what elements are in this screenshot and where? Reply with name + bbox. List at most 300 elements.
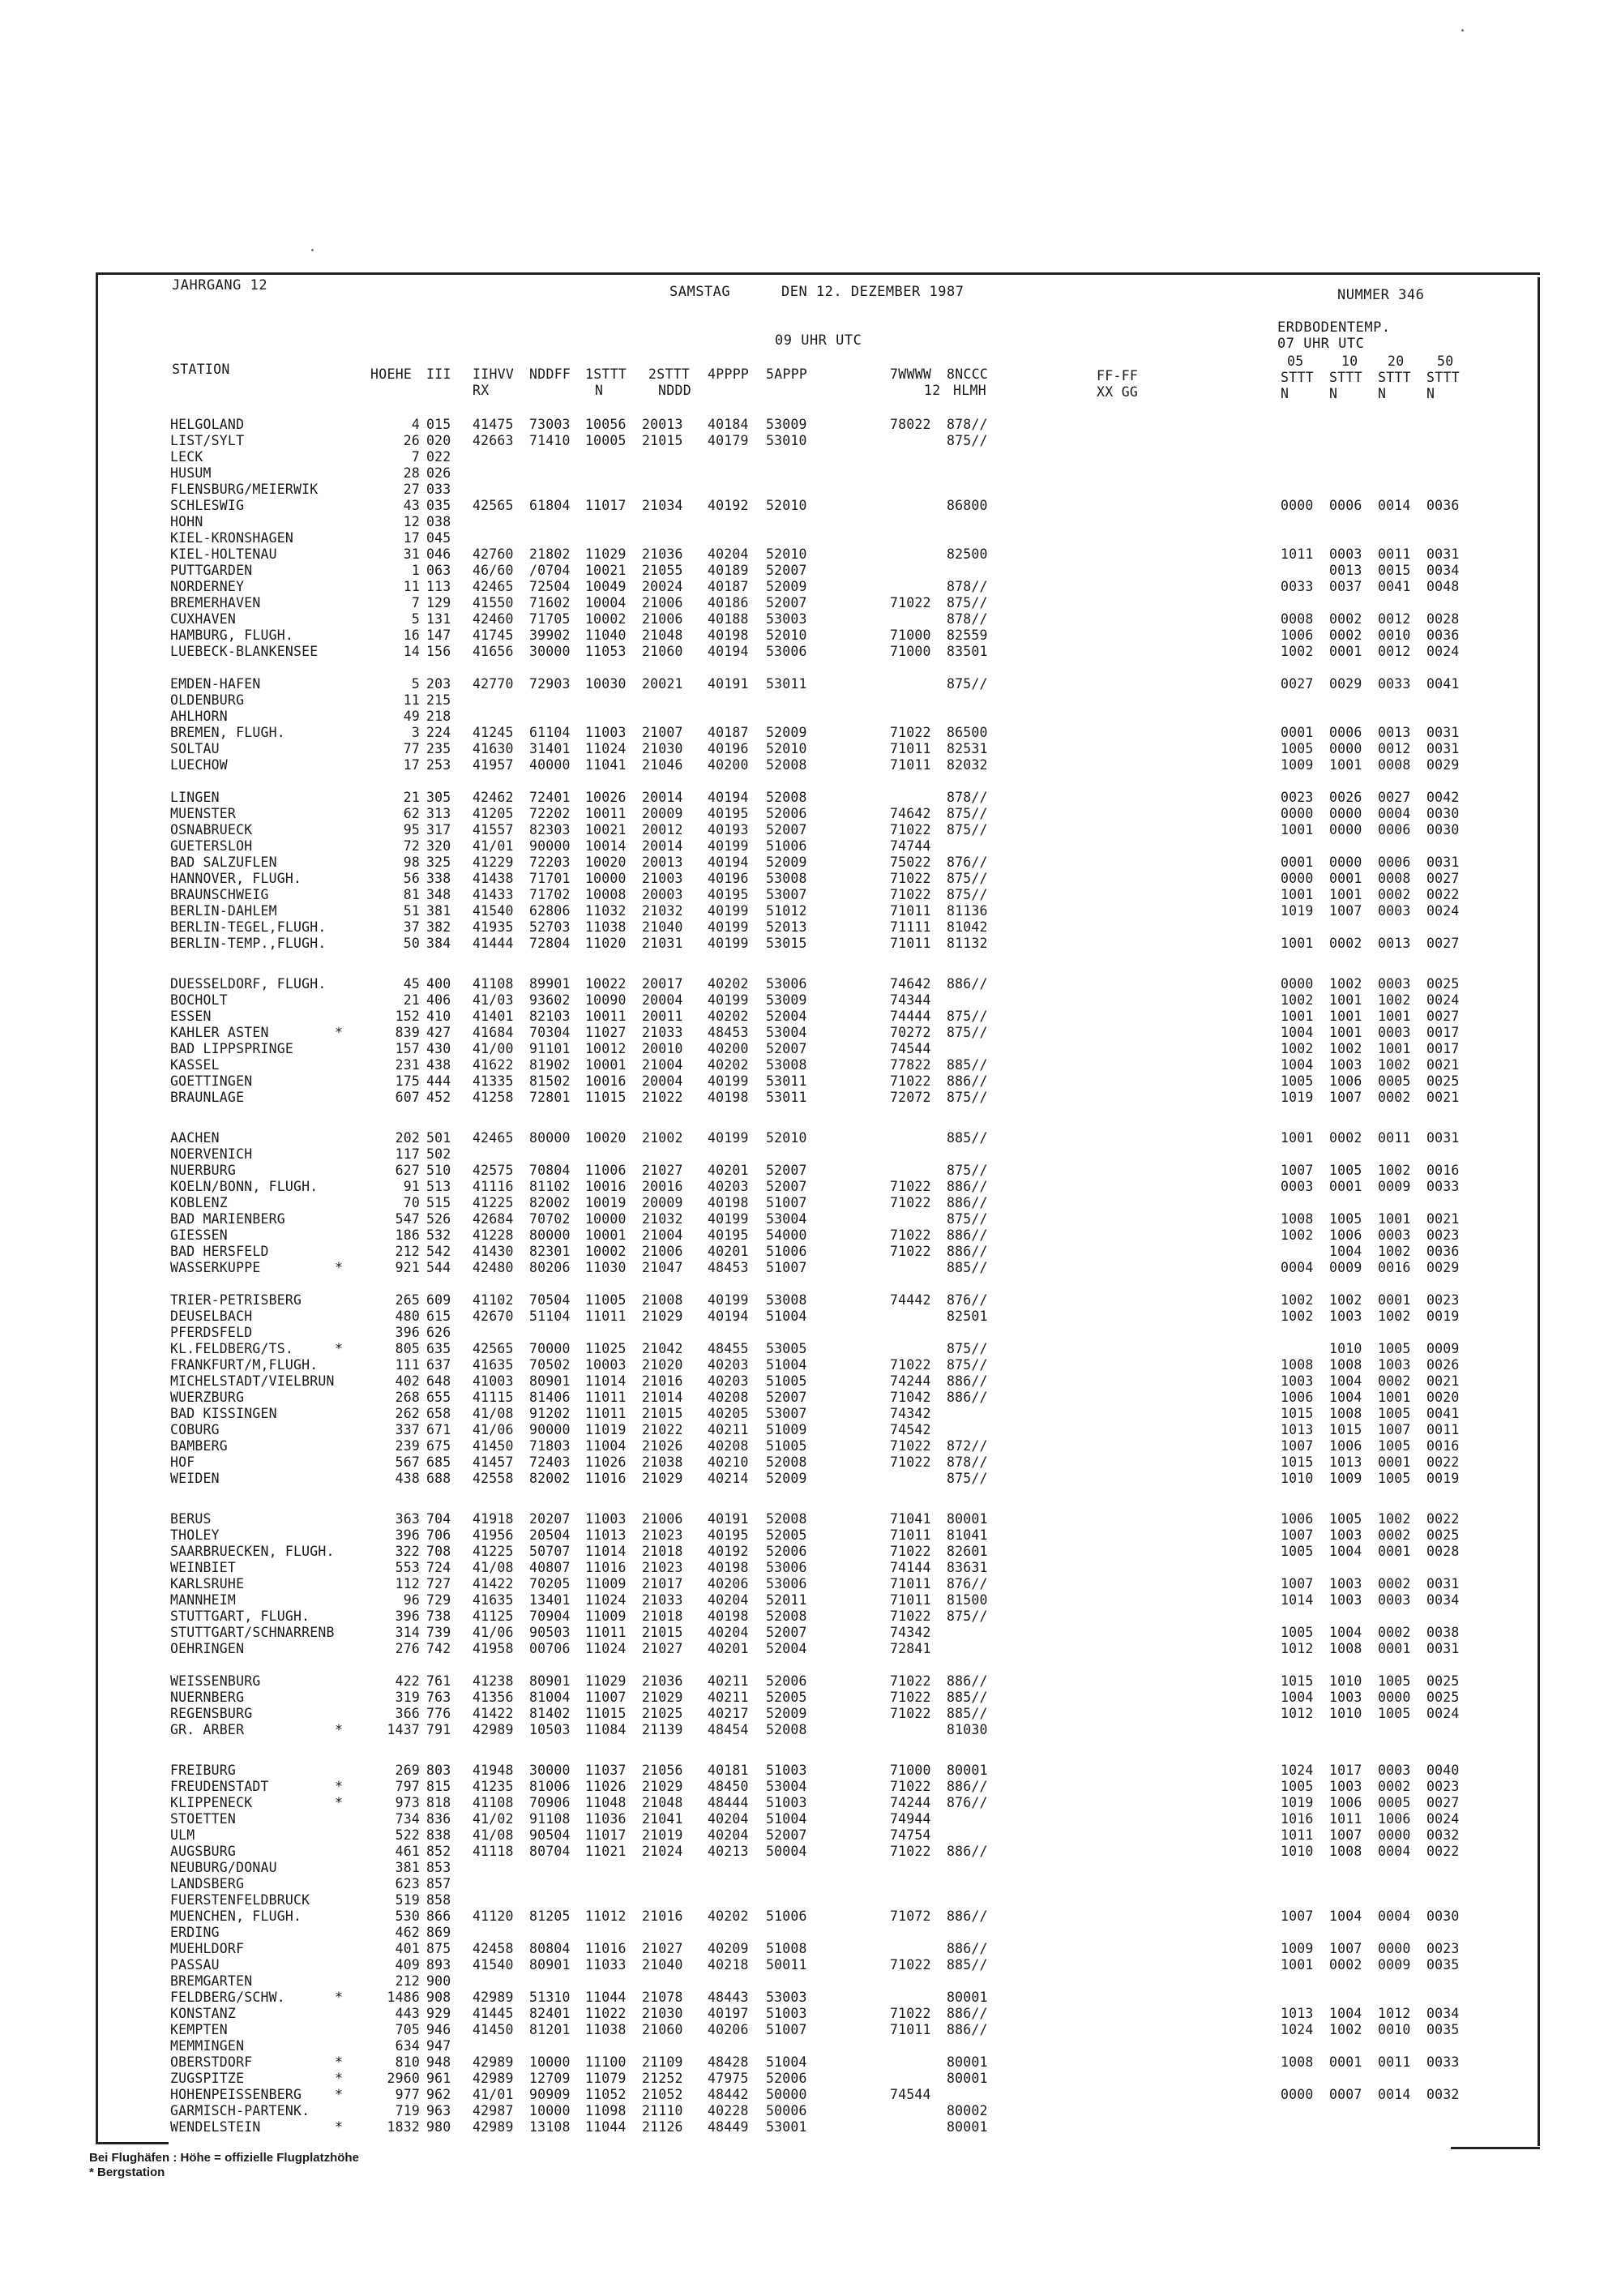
station-height: 62 [403, 806, 420, 821]
obs-group: 20504 [529, 1527, 571, 1543]
table-row [0, 871, 1621, 887]
station-height: 839 [395, 1025, 420, 1040]
cloud-group: 886// [947, 1779, 988, 1794]
soil-temp-value: 0000 [1378, 1690, 1411, 1705]
cloud-group: 886// [947, 1908, 988, 1924]
soil-temp-value: 1019 [1281, 903, 1314, 919]
soil-temp-time: 07 UHR UTC [1277, 336, 1365, 352]
station-index: 962 [426, 2087, 451, 2102]
soil-stt-05: STTT [1281, 370, 1314, 385]
obs-group: 41225 [473, 1195, 514, 1210]
obs-group: 70502 [529, 1357, 571, 1373]
station-name: NUERBURG [170, 1163, 237, 1178]
soil-temp-value: 0009 [1329, 1260, 1362, 1275]
obs-group: 21032 [642, 1211, 683, 1227]
soil-temp-value: 0031 [1426, 741, 1460, 756]
table-row [0, 417, 1621, 433]
obs-group: 52009 [766, 1471, 807, 1486]
table-row [0, 676, 1621, 692]
obs-group: 40194 [708, 790, 749, 805]
obs-group: 40198 [708, 1090, 749, 1105]
obs-group: 52008 [766, 1608, 807, 1624]
obs-group: 21110 [642, 2103, 683, 2118]
obs-group: 10016 [585, 1179, 627, 1194]
soil-temp-value: 1006 [1281, 628, 1314, 643]
table-row [0, 1527, 1621, 1544]
station-index: 815 [426, 1779, 451, 1794]
obs-group: 41656 [473, 644, 514, 659]
station-height: 337 [395, 1422, 420, 1437]
soil-temp-value: 0023 [1426, 1227, 1460, 1243]
soil-temp-value: 1001 [1281, 1957, 1314, 1973]
weather-group: 71022 [890, 1608, 931, 1624]
obs-group: 40189 [708, 563, 749, 578]
obs-group: 20013 [642, 855, 683, 870]
mountain-station-marker: * [335, 1341, 344, 1356]
weather-group: 74544 [890, 2087, 931, 2102]
station-name: FLENSBURG/MEIERWIK [170, 482, 319, 497]
obs-group: 41/00 [473, 1041, 514, 1056]
soil-temp-value: 0010 [1378, 628, 1411, 643]
soil-temp-value: 1008 [1329, 1406, 1362, 1421]
obs-group: 11098 [585, 2103, 627, 2118]
obs-group: 50707 [529, 1544, 571, 1559]
station-index: 946 [426, 2022, 451, 2037]
obs-group: 48449 [708, 2119, 749, 2135]
obs-group: 53011 [766, 1073, 807, 1089]
cloud-group: 886// [947, 1390, 988, 1405]
station-index: 738 [426, 1608, 451, 1624]
station-index: 046 [426, 546, 451, 562]
soil-temp-value: 0026 [1329, 790, 1362, 805]
obs-group: 20014 [642, 838, 683, 854]
soil-temp-value: 1006 [1329, 1073, 1362, 1089]
station-index: 348 [426, 887, 451, 902]
table-row [0, 1390, 1621, 1406]
cloud-group: 82531 [947, 741, 988, 756]
obs-group: 21004 [642, 1227, 683, 1243]
table-row [0, 1163, 1621, 1179]
table-row [0, 1779, 1621, 1795]
obs-group: 52005 [766, 1527, 807, 1543]
obs-group: 11022 [585, 2006, 627, 2021]
table-row [0, 2054, 1621, 2071]
obs-group: 11015 [585, 1706, 627, 1721]
obs-group: 40194 [708, 644, 749, 659]
obs-group: 11012 [585, 1908, 627, 1924]
soil-temp-value: 0034 [1426, 2006, 1460, 2021]
obs-group: 42684 [473, 1211, 514, 1227]
soil-temp-value: 0022 [1426, 1511, 1460, 1527]
soil-temp-value: 1006 [1378, 1811, 1411, 1827]
station-index: 444 [426, 1073, 451, 1089]
obs-group: 80804 [529, 1941, 571, 1956]
soil-temp-value: 1004 [1329, 1544, 1362, 1559]
obs-group: 11037 [585, 1763, 627, 1778]
table-row [0, 628, 1621, 644]
soil-temp-value: 0016 [1426, 1438, 1460, 1454]
station-height: 81 [403, 887, 420, 902]
obs-group: 41475 [473, 417, 514, 432]
soil-temp-value: 1010 [1281, 1471, 1314, 1486]
station-height: 461 [395, 1844, 420, 1859]
col-8nccc: 8NCCC [947, 366, 989, 382]
cloud-group: 81132 [947, 936, 988, 951]
weather-group: 72841 [890, 1641, 931, 1656]
soil-temp-value: 0031 [1426, 1576, 1460, 1591]
table-row [0, 1576, 1621, 1592]
obs-group: 73003 [529, 417, 571, 432]
soil-temp-value: 0012 [1378, 644, 1411, 659]
obs-group: 21020 [642, 1357, 683, 1373]
weather-group: 74244 [890, 1795, 931, 1810]
soil-temp-value: 0028 [1426, 1544, 1460, 1559]
weather-group: 71022 [890, 1690, 931, 1705]
obs-group: 47975 [708, 2071, 749, 2086]
station-height: 810 [395, 2054, 420, 2070]
station-name: BERLIN-DAHLEM [170, 903, 277, 919]
cloud-group: 80001 [947, 1511, 988, 1527]
weather-group: 71041 [890, 1511, 931, 1527]
soil-temp-value: 0009 [1378, 1957, 1411, 1973]
obs-group: 21022 [642, 1090, 683, 1105]
soil-temp-value: 0016 [1426, 1163, 1460, 1178]
station-height: 607 [395, 1090, 420, 1105]
obs-group: 11011 [585, 1625, 627, 1640]
station-index: 129 [426, 595, 451, 610]
soil-temp-value: 0003 [1378, 1227, 1411, 1243]
obs-group: 53004 [766, 1211, 807, 1227]
obs-group: 21052 [642, 2087, 683, 2102]
station-name: BAD HERSFELD [170, 1244, 269, 1259]
weather-group: 71022 [890, 871, 931, 886]
station-name: KIEL-HOLTENAU [170, 546, 277, 562]
soil-temp-value: 1006 [1329, 1227, 1362, 1243]
station-height: 77 [403, 741, 420, 756]
col-8nccc-sub: HLMH [953, 383, 986, 398]
station-height: 17 [403, 530, 420, 546]
station-name: NUERNBERG [170, 1690, 245, 1705]
obs-group: 52007 [766, 822, 807, 837]
cloud-group: 875// [947, 1163, 988, 1178]
weather-group: 71022 [890, 1179, 931, 1194]
station-name: OSNABRUECK [170, 822, 253, 837]
col-2sttt-sub: NDDD [658, 383, 691, 398]
obs-group: 52007 [766, 1163, 807, 1178]
station-index: 156 [426, 644, 451, 659]
station-index: 635 [426, 1341, 451, 1356]
cloud-group: 886// [947, 1227, 988, 1243]
table-row [0, 1511, 1621, 1527]
station-index: 858 [426, 1892, 451, 1908]
soil-temp-value: 1005 [1281, 741, 1314, 756]
station-index: 513 [426, 1179, 451, 1194]
station-name: KONSTANZ [170, 2006, 237, 2021]
col-7wwww-sub: 12 [924, 383, 941, 398]
obs-group: 52004 [766, 1009, 807, 1024]
soil-temp-value: 0004 [1378, 1844, 1411, 1859]
mountain-station-marker: * [335, 1779, 344, 1794]
station-height: 96 [403, 1592, 420, 1608]
obs-group: 52009 [766, 1706, 807, 1721]
obs-group: 41258 [473, 1090, 514, 1105]
table-row [0, 1130, 1621, 1146]
station-height: 276 [395, 1641, 420, 1656]
cloud-group: 81030 [947, 1722, 988, 1737]
soil-temp-value: 0025 [1426, 1673, 1460, 1689]
station-name: FREUDENSTADT [170, 1779, 269, 1794]
soil-temp-value: 0026 [1426, 1357, 1460, 1373]
soil-temp-value: 0000 [1378, 1941, 1411, 1956]
soil-n-50: N [1426, 386, 1435, 401]
obs-group: 81006 [529, 1779, 571, 1794]
soil-temp-value: 0000 [1329, 741, 1362, 756]
weather-group: 71011 [890, 741, 931, 756]
mountain-station-marker: * [335, 2119, 344, 2135]
obs-group: 81004 [529, 1690, 571, 1705]
soil-temp-value: 1009 [1281, 1941, 1314, 1956]
station-height: 7 [411, 449, 420, 465]
station-name: COBURG [170, 1422, 220, 1437]
obs-group: 53003 [766, 1990, 807, 2005]
weather-group: 74642 [890, 806, 931, 821]
obs-group: 21038 [642, 1454, 683, 1470]
station-index: 035 [426, 498, 451, 513]
obs-group: 52004 [766, 1641, 807, 1656]
soil-temp-value: 0024 [1426, 1706, 1460, 1721]
obs-group: 53008 [766, 1292, 807, 1308]
table-row [0, 976, 1621, 992]
station-name: GIESSEN [170, 1227, 228, 1243]
obs-group: 11038 [585, 2022, 627, 2037]
obs-group: 41/02 [473, 1811, 514, 1827]
obs-group: 21007 [642, 725, 683, 740]
obs-group: 21023 [642, 1560, 683, 1575]
station-height: 2960 [387, 2071, 420, 2086]
obs-group: 51004 [766, 1811, 807, 1827]
cloud-group: 82032 [947, 757, 988, 773]
soil-temp-value: 0038 [1426, 1625, 1460, 1640]
cloud-group: 82500 [947, 546, 988, 562]
weather-group: 77822 [890, 1057, 931, 1073]
soil-temp-value: 1012 [1378, 2006, 1411, 2021]
obs-group: 40195 [708, 887, 749, 902]
station-name: BAD SALZUFLEN [170, 855, 277, 870]
obs-group: 48455 [708, 1341, 749, 1356]
obs-group: 10005 [585, 433, 627, 448]
soil-temp-value: 0022 [1426, 1454, 1460, 1470]
station-index: 427 [426, 1025, 451, 1040]
station-name: WUERZBURG [170, 1390, 245, 1405]
obs-group: 10021 [585, 563, 627, 578]
soil-temp-value: 1009 [1329, 1471, 1362, 1486]
obs-group: 21030 [642, 741, 683, 756]
weather-group: 71000 [890, 1763, 931, 1778]
obs-group: 10008 [585, 887, 627, 902]
station-name: LECK [170, 449, 203, 465]
soil-temp-value: 0008 [1378, 871, 1411, 886]
soil-temp-value: 1005 [1329, 1211, 1362, 1227]
soil-temp-value: 0034 [1426, 563, 1460, 578]
station-name: LUECHOW [170, 757, 228, 773]
soil-temp-value: 0048 [1426, 579, 1460, 594]
station-index: 875 [426, 1941, 451, 1956]
station-name: BREMEN, FLUGH. [170, 725, 285, 740]
table-row [0, 1260, 1621, 1276]
obs-group: 10503 [529, 1722, 571, 1737]
station-name: KL.FELDBERG/TS. [170, 1341, 294, 1356]
cloud-group: 886// [947, 2022, 988, 2037]
soil-temp-value: 1005 [1378, 1341, 1411, 1356]
obs-group: 41433 [473, 887, 514, 902]
obs-group: 21060 [642, 2022, 683, 2037]
cloud-group: 876// [947, 1795, 988, 1810]
obs-group: 40000 [529, 757, 571, 773]
obs-group: 90909 [529, 2087, 571, 2102]
obs-group: 40217 [708, 1706, 749, 1721]
obs-group: 40192 [708, 498, 749, 513]
soil-temp-value: 1015 [1281, 1673, 1314, 1689]
obs-group: 10001 [585, 1227, 627, 1243]
station-height: 438 [395, 1471, 420, 1486]
soil-temp-value: 1011 [1329, 1811, 1362, 1827]
station-name: HOF [170, 1454, 195, 1470]
obs-group: 41/08 [473, 1560, 514, 1575]
obs-group: 11016 [585, 1941, 627, 1956]
obs-group: 41118 [473, 1844, 514, 1859]
cloud-group: 80001 [947, 1990, 988, 2005]
table-row [0, 1179, 1621, 1195]
obs-group: 48443 [708, 1990, 749, 2005]
station-index: 963 [426, 2103, 451, 2118]
weekday-label: SAMSTAG [669, 284, 731, 300]
table-row [0, 1373, 1621, 1390]
cloud-group: 885// [947, 1130, 988, 1146]
soil-temp-value: 1001 [1329, 887, 1362, 902]
mountain-station-marker: * [335, 2071, 344, 2086]
obs-group: 40187 [708, 579, 749, 594]
obs-group: 51006 [766, 1244, 807, 1259]
station-height: 381 [395, 1860, 420, 1875]
obs-group: 21036 [642, 546, 683, 562]
obs-group: 71705 [529, 611, 571, 627]
soil-temp-value: 0024 [1426, 903, 1460, 919]
soil-temp-value: 1002 [1378, 1163, 1411, 1178]
obs-group: 40199 [708, 1292, 749, 1308]
weather-group: 71011 [890, 1592, 931, 1608]
station-index: 320 [426, 838, 451, 854]
station-name: BRAUNSCHWEIG [170, 887, 269, 902]
obs-group: 52008 [766, 1454, 807, 1470]
obs-group: 89901 [529, 976, 571, 992]
station-height: 186 [395, 1227, 420, 1243]
station-index: 381 [426, 903, 451, 919]
station-height: 363 [395, 1511, 420, 1527]
station-name: MEMMINGEN [170, 2038, 245, 2054]
obs-group: 90000 [529, 1422, 571, 1437]
obs-group: 80901 [529, 1957, 571, 1973]
obs-group: 52006 [766, 1673, 807, 1689]
table-row [0, 498, 1621, 514]
obs-group: 41/06 [473, 1625, 514, 1640]
obs-group: 40198 [708, 1195, 749, 1210]
obs-group: 21014 [642, 1390, 683, 1405]
station-name: OEHRINGEN [170, 1641, 245, 1656]
obs-group: 41401 [473, 1009, 514, 1024]
obs-group: 52703 [529, 919, 571, 935]
obs-group: 53003 [766, 611, 807, 627]
station-index: 869 [426, 1925, 451, 1940]
station-name: LINGEN [170, 790, 220, 805]
obs-group: 11024 [585, 1641, 627, 1656]
soil-temp-value: 1002 [1329, 976, 1362, 992]
station-height: 231 [395, 1057, 420, 1073]
soil-temp-value: 0003 [1281, 1179, 1314, 1194]
obs-group: 20014 [642, 790, 683, 805]
soil-temp-value: 0036 [1426, 498, 1460, 513]
obs-group: 81102 [529, 1179, 571, 1194]
station-index: 502 [426, 1146, 451, 1162]
obs-group: 52010 [766, 741, 807, 756]
table-row [0, 1325, 1621, 1341]
obs-group: 21015 [642, 1406, 683, 1421]
obs-group: 21078 [642, 1990, 683, 2005]
station-height: 462 [395, 1925, 420, 1940]
obs-group: 42987 [473, 2103, 514, 2118]
obs-group: 42770 [473, 676, 514, 692]
obs-group: 41438 [473, 871, 514, 886]
cloud-group: 875// [947, 1025, 988, 1040]
obs-group: 21033 [642, 1025, 683, 1040]
station-name: FUERSTENFELDBRUCK [170, 1892, 310, 1908]
table-row [0, 433, 1621, 449]
obs-group: 72403 [529, 1454, 571, 1470]
soil-temp-value: 1008 [1281, 1211, 1314, 1227]
obs-group: 41/03 [473, 992, 514, 1008]
obs-group: 40208 [708, 1438, 749, 1454]
station-height: 705 [395, 2022, 420, 2037]
station-index: 063 [426, 563, 451, 578]
weather-group: 74244 [890, 1373, 931, 1389]
station-height: 265 [395, 1292, 420, 1308]
soil-temp-value: 1007 [1281, 1908, 1314, 1924]
soil-temp-value: 0035 [1426, 2022, 1460, 2037]
obs-group: 20009 [642, 806, 683, 821]
mountain-station-marker: * [335, 2087, 344, 2102]
station-name: KOBLENZ [170, 1195, 228, 1210]
obs-group: 11040 [585, 628, 627, 643]
obs-group: 00706 [529, 1641, 571, 1656]
soil-temp-value: 0003 [1329, 546, 1362, 562]
station-index: 384 [426, 936, 451, 951]
obs-group: 21139 [642, 1722, 683, 1737]
station-height: 1437 [387, 1722, 420, 1737]
obs-group: 11016 [585, 1471, 627, 1486]
weather-group: 78022 [890, 417, 931, 432]
soil-temp-value: 0040 [1426, 1763, 1460, 1778]
soil-temp-value: 1001 [1329, 757, 1362, 773]
station-name: SAARBRUECKEN, FLUGH. [170, 1544, 335, 1559]
station-index: 724 [426, 1560, 451, 1575]
station-index: 313 [426, 806, 451, 821]
station-name: WEISSENBURG [170, 1673, 261, 1689]
soil-temp-value: 0003 [1378, 1592, 1411, 1608]
station-index: 147 [426, 628, 451, 643]
obs-group: 21060 [642, 644, 683, 659]
soil-temp-value: 1002 [1329, 1292, 1362, 1308]
obs-group: 21016 [642, 1373, 683, 1389]
obs-group: 40199 [708, 1073, 749, 1089]
